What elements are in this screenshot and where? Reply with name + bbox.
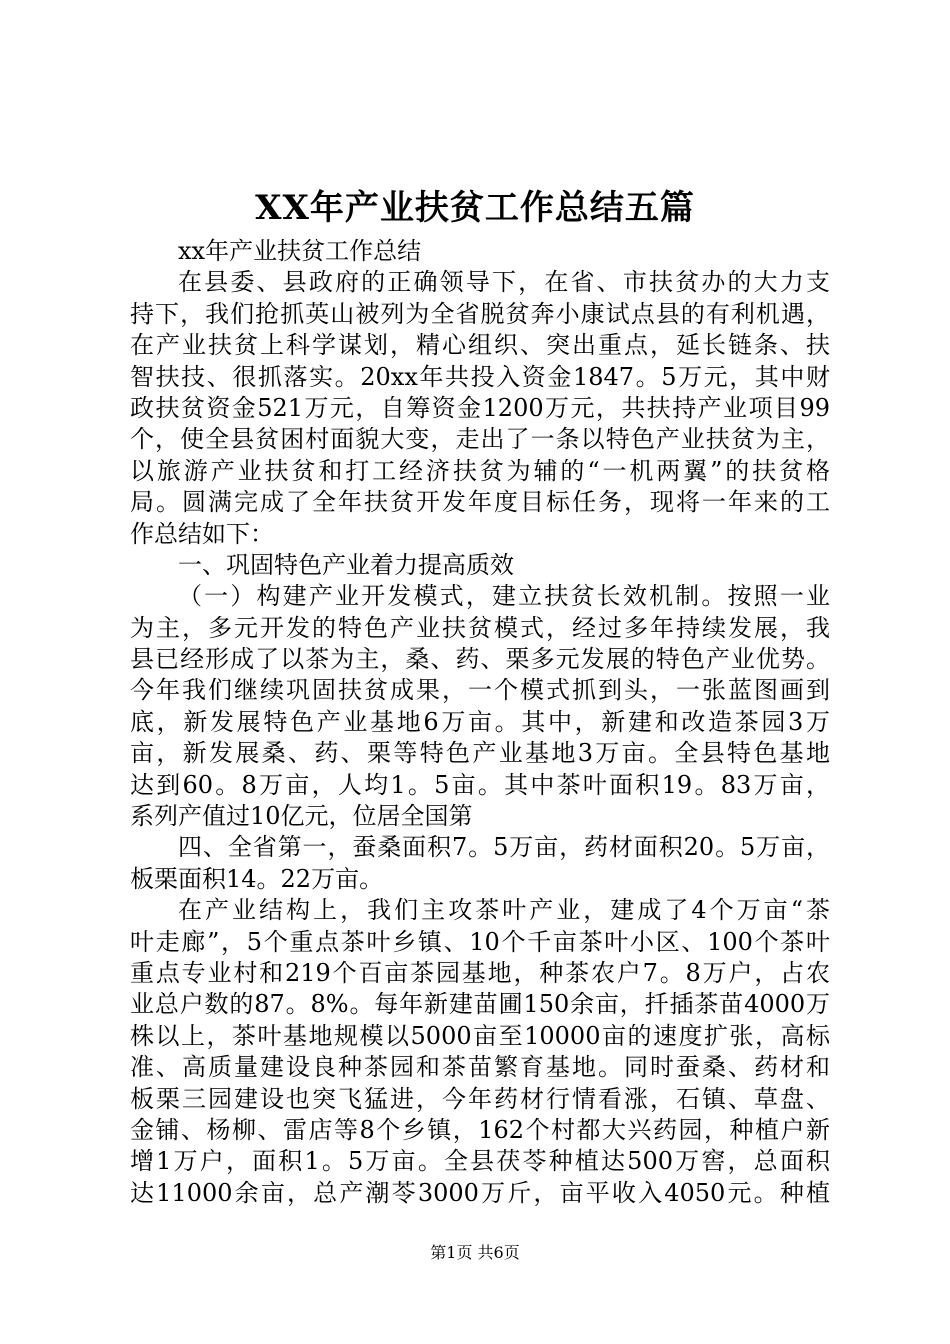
- text-line: 智扶技、很抓落实。20xx年共投入资金1847。5万元，其中财: [130, 362, 830, 391]
- text-line: 在产业结构上，我们主攻茶叶产业，建成了4个万亩“茶: [178, 896, 830, 925]
- text-line: 准、高质量建设良种茶园和茶苗繁育基地。同时蚕桑、药材和: [130, 1053, 830, 1082]
- text-line: 达11000余亩，总产潮苓3000万斤，亩平收入4050元。种植: [130, 1178, 830, 1207]
- text-line: 个，使全县贫困村面貌大变，走出了一条以特色产业扶贫为主，: [130, 425, 830, 454]
- text-line: 以旅游产业扶贫和打工经济扶贫为辅的“一机两翼”的扶贫格: [130, 456, 830, 485]
- text-line: 系列产值过10亿元，位居全国第: [130, 802, 473, 831]
- text-line: 四、全省第一，蚕桑面积7。5万亩，药材面积20。5万亩，: [178, 833, 830, 862]
- section-heading: 一、巩固特色产业着力提高质效: [178, 550, 514, 579]
- text-line: 株以上，茶叶基地规模以5000亩至10000亩的速度扩张，高标: [130, 1021, 830, 1050]
- text-line: 政扶贫资金521万元，自筹资金1200万元，共扶持产业项目99: [130, 393, 830, 422]
- text-line: 板栗三园建设也突飞猛进，今年药材行情看涨，石镇、草盘、: [130, 1084, 830, 1113]
- text-line: xx年产业扶贫工作总结: [178, 237, 422, 265]
- text-line: 板栗面积14。22万亩。: [130, 864, 384, 893]
- text-line: 局。圆满完成了全年扶贫开发年度目标任务，现将一年来的工: [130, 488, 830, 517]
- text-line: 在县委、县政府的正确领导下，在省、市扶贫办的大力支: [178, 268, 830, 297]
- text-line: 增1万户，面积1。5万亩。全县茯苓种植达500万窖，总面积: [130, 1147, 830, 1176]
- text-line: 金铺、杨柳、雷店等8个乡镇，162个村都大兴药园，种植户新: [130, 1115, 830, 1144]
- text-line: 叶走廊”，5个重点茶叶乡镇、10个千亩茶叶小区、100个茶叶: [130, 927, 830, 956]
- text-line: 达到60。8万亩，人均1。5亩。其中茶叶面积19。83万亩，: [130, 770, 830, 799]
- text-line: 持下，我们抢抓英山被列为全省脱贫奔小康试点县的有利机遇，: [130, 299, 830, 328]
- page-footer: 第1页 共6页: [430, 1243, 520, 1262]
- text-line: 重点专业村和219个百亩茶园基地，种茶农户7。8万户，占农: [130, 958, 830, 987]
- document-title: XX年产业扶贫工作总结五篇: [255, 188, 695, 228]
- text-line: 今年我们继续巩固扶贫成果，一个模式抓到头，一张蓝图画到: [130, 676, 830, 705]
- text-line: 底，新发展特色产业基地6万亩。其中，新建和改造茶园3万: [130, 707, 830, 736]
- text-line: 为主，多元开发的特色产业扶贫模式，经过多年持续发展，我: [130, 613, 830, 642]
- text-line: （一）构建产业开发模式，建立扶贫长效机制。按照一业: [178, 582, 830, 611]
- text-line: 县已经形成了以茶为主，桑、药、栗多元发展的特色产业优势。: [130, 645, 830, 674]
- document-body: [130, 236, 830, 1209]
- text-line: 作总结如下：: [130, 519, 274, 548]
- text-line: 亩，新发展桑、药、栗等特色产业基地3万亩。全县特色基地: [130, 739, 830, 768]
- text-line: 在产业扶贫上科学谋划，精心组织、突出重点，延长链条、扶: [130, 331, 830, 360]
- text-line: 业总户数的87。8%。每年新建苗圃150余亩，扦插茶苗4000万: [130, 990, 830, 1019]
